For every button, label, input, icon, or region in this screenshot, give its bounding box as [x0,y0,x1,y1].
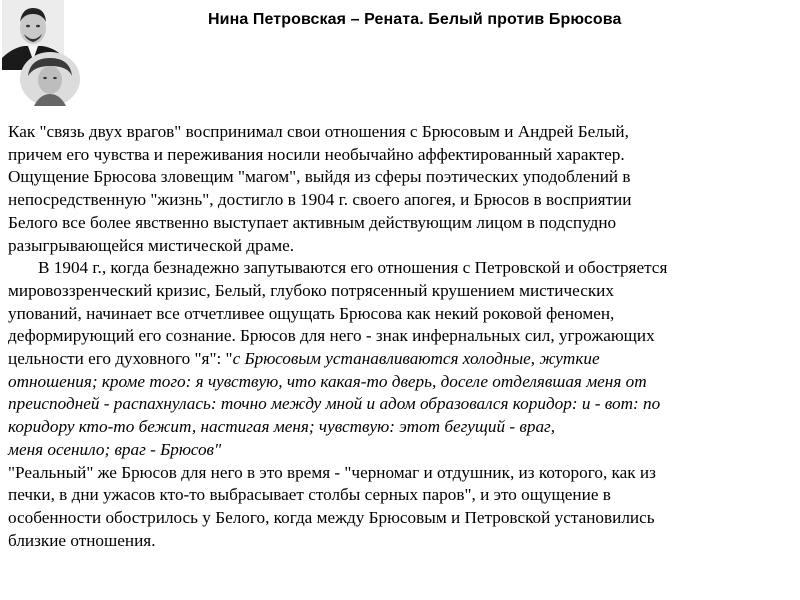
text-line [8,371,794,394]
text-line [8,393,794,416]
text-fragment: Белого все более явственно выступает активным действующим лицом в подспудно [8,212,617,232]
text-line [8,121,794,144]
text-fragment: близкие отношения. [8,530,156,550]
text-line [8,484,794,507]
text-fragment: Как "связь двух врагов" воспринимал свои отношения с Брюсовым и Андрей Белый, [8,122,629,141]
text-fragment: причем его чувства и переживания носили необычайно аффектированный характер. [8,144,625,164]
text-fragment: непосредственную "жизнь", достигло в 1904 г. своего апогея, и Брюсов в восприятии [8,190,632,210]
text-fragment: печки, в дни ужасов кто-то выбрасывает столбы серных паров", и это ощущение в [8,485,611,505]
text-line [8,507,794,530]
text-fragment: деформирующий его сознание. Брюсов для него - знак инфернальных сил, угрожающих [8,326,655,346]
text-fragment: упований, начинает все отчетливее ощущать Брюсова как некий роковой феномен, [8,303,615,323]
woman-portrait-image [20,52,80,106]
text-line [8,189,794,212]
text-line [8,166,794,189]
text-line [8,257,794,280]
text-line [8,235,794,258]
text-fragment: цельности его духовного "я": " [8,349,233,369]
slide-title: Нина Петровская – Рената. Белый против Брюсова [208,11,622,28]
text-line [8,303,794,326]
text-line [8,530,794,553]
quote-fragment: коридору кто-то бежит, настигая меня; чувствую: этот бегущий - враг, [8,417,556,437]
text-line [8,280,794,303]
text-fragment: В 1904 г., когда безнадежно запутываются его отношения с Петровской и обостряется [38,258,668,278]
text-fragment: "Реальный" же Брюсов для него в это время - "черномаг и отдушник, из которого, как из [8,462,656,482]
text-line [8,439,794,462]
text-fragment: разыгрывающейся мистической драме. [8,235,295,255]
text-line [8,462,794,485]
quote-fragment: отношения; кроме того: я чувствую, что какая-то дверь, доселе отделявшая меня от [8,371,647,391]
quote-fragment: с Брюсовым устанавливаются холодные, жуткие [232,349,600,369]
portraits-photo [0,0,82,106]
text-line [8,325,794,348]
quote-fragment: меня осенило; враг - Брюсов" [8,439,222,459]
text-line [8,416,794,439]
text-fragment: Ощущение Брюсова зловещим "магом", выйдя из сферы поэтических уподоблений в [8,167,631,187]
text-line [8,348,794,371]
quote-fragment: преисподней - распахнулась: точно между мной и адом образовался коридор: и - вот: по [8,394,661,414]
text-fragment: особенности обострилось у Белого, когда между Брюсовым и Петровской установились [8,507,655,527]
text-line [8,212,794,235]
body-text [8,121,794,552]
text-line [8,144,794,167]
text-fragment: мировоззренческий кризис, Белый, глубоко потрясенный крушением мистических [8,280,614,300]
